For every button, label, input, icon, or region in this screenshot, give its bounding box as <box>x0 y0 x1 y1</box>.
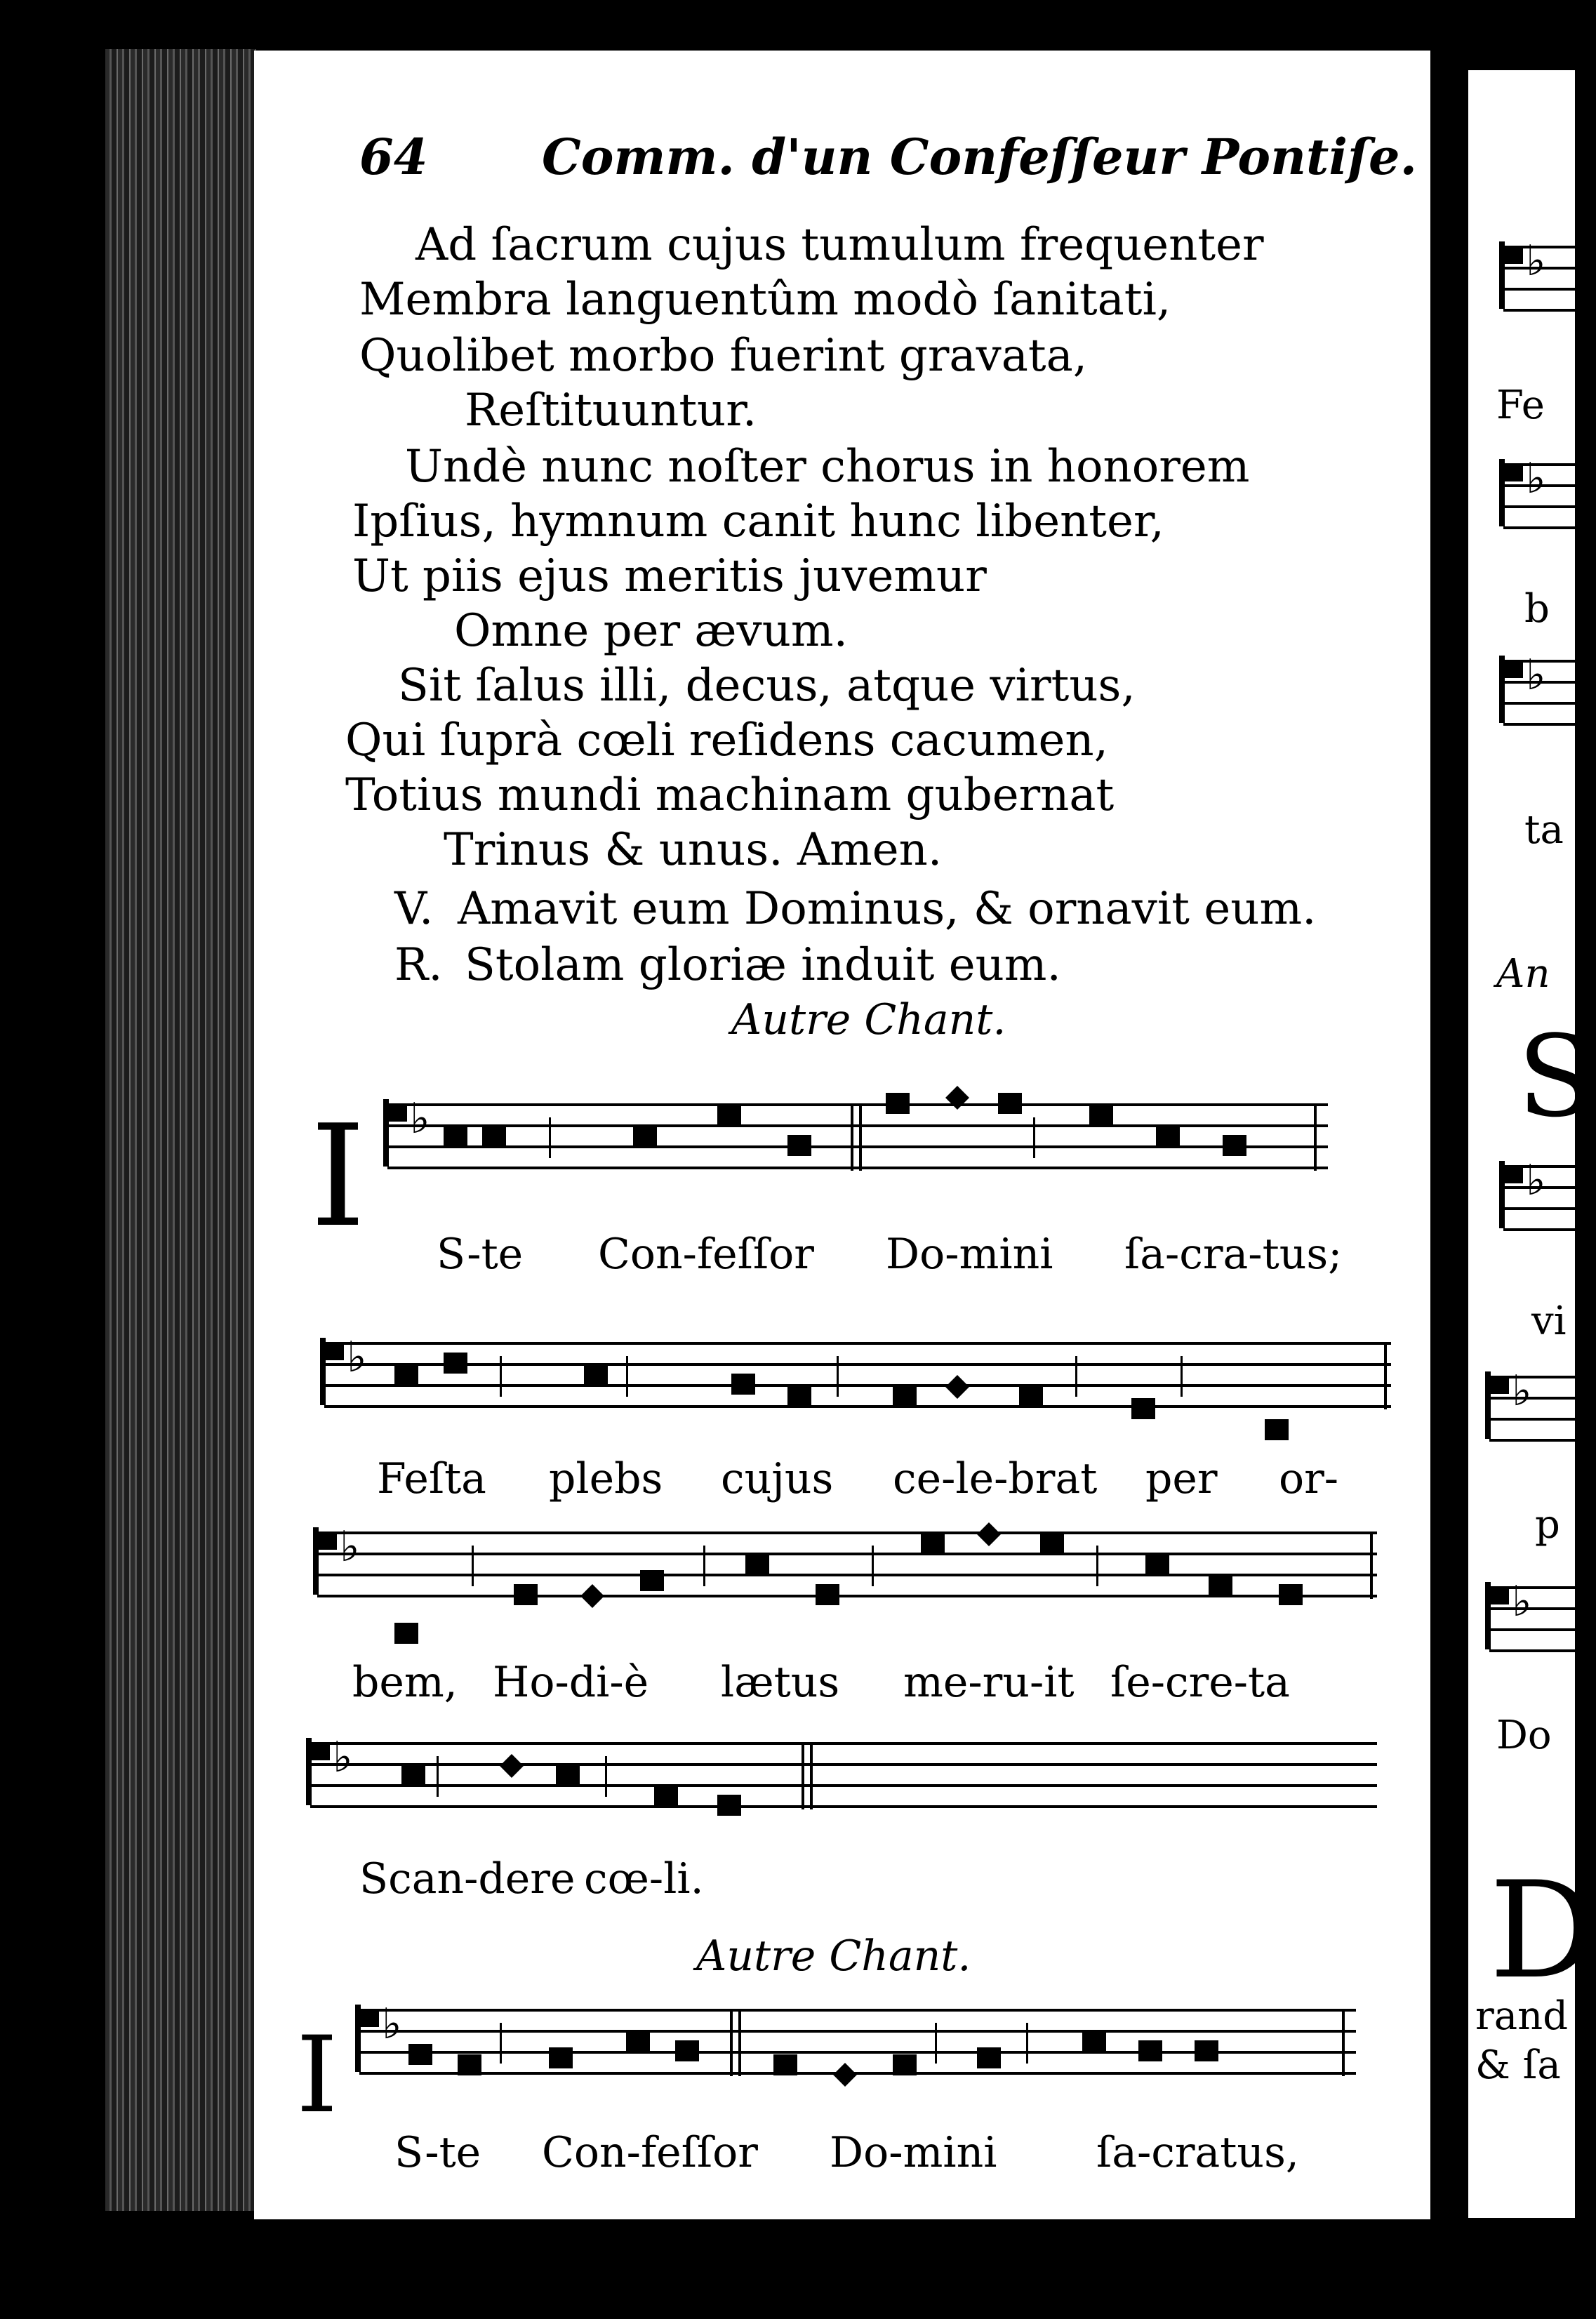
hymn-line: Undè nunc noſter chorus in honorem <box>405 441 1250 493</box>
right-fragment: Fe <box>1496 383 1545 428</box>
c-clef-icon <box>306 1738 334 1805</box>
music-staff <box>310 1742 1377 1809</box>
lyric: Con-feſſor <box>598 1230 814 1279</box>
lyric: Do-mini <box>886 1230 1053 1279</box>
versicle-sign: V. <box>394 883 434 935</box>
right-fragment: b <box>1524 586 1550 632</box>
lyric: S-te <box>394 2128 481 2177</box>
hymn-line: Quolibet morbo fuerint gravata, <box>359 330 1088 382</box>
c-clef-icon <box>383 1099 411 1167</box>
lyric: ſa-cratus, <box>1096 2128 1299 2177</box>
hymn-line: Qui ſuprà cœli reſidens cacumen, <box>345 715 1108 766</box>
lyric: Scan-dere <box>359 1854 576 1903</box>
hymn-line: Ad ſacrum cujus tumulum frequenter <box>415 219 1264 271</box>
lyric: Do-mini <box>830 2128 997 2177</box>
lyric: S-te <box>437 1230 524 1279</box>
right-fragment: rand <box>1475 1993 1569 2039</box>
lyric: cœ-li. <box>584 1854 704 1903</box>
right-page-edge <box>1468 70 1596 2218</box>
music-staff <box>359 2009 1356 2076</box>
chant-heading: Autre Chant. <box>731 995 1006 1044</box>
response-text: Stolam gloriæ induit eum. <box>465 939 1061 991</box>
c-clef-icon <box>320 1338 348 1405</box>
hymn-line: Reſtituuntur. <box>465 385 757 437</box>
hymn-line: Omne per ævum. <box>454 605 848 657</box>
right-fragment: Do <box>1496 1713 1552 1758</box>
lyric: ſe-cre-ta <box>1110 1658 1290 1707</box>
hymn-line: Ut piis ejus meritis juvemur <box>352 550 987 602</box>
initial-letter: I <box>310 1095 366 1258</box>
lyric: ce-le-brat <box>893 1454 1098 1503</box>
hymn-line: Totius mundi machinam gubernat <box>345 769 1115 821</box>
right-fragment: ta <box>1524 807 1564 853</box>
hymn-line: Trinus & unus. Amen. <box>444 824 943 876</box>
hymn-line: Ipſius, hymnum canit hunc libenter, <box>352 496 1164 547</box>
lyric: per <box>1145 1454 1218 1503</box>
book-spine <box>105 49 256 2211</box>
lyric: cujus <box>721 1454 834 1503</box>
right-fragment: vi <box>1531 1298 1567 1344</box>
music-staff <box>324 1342 1391 1409</box>
right-fragment: S <box>1517 1011 1595 1142</box>
initial-letter: I <box>296 2014 338 2137</box>
running-title: Comm. d'un Confeſſeur Pontiſe. <box>542 128 1417 186</box>
music-staff <box>387 1103 1328 1171</box>
lyric: bem, <box>352 1658 458 1707</box>
hymn-line: Sit ſalus illi, decus, atque virtus, <box>398 660 1136 712</box>
versicle-text: Amavit eum Dominus, & ornavit eum. <box>458 883 1317 935</box>
page-number: 64 <box>359 128 428 186</box>
lyric: or- <box>1279 1454 1339 1503</box>
chant-heading: Autre Chant. <box>696 1932 971 1981</box>
lyric: Ho-di-è <box>493 1658 649 1707</box>
response-sign: R. <box>394 939 443 991</box>
right-fragment: & ſa <box>1475 2042 1561 2088</box>
lyric: Feſta <box>377 1454 486 1503</box>
lyric: plebs <box>549 1454 663 1503</box>
c-clef-icon <box>355 2005 383 2072</box>
music-staff <box>317 1531 1377 1599</box>
lyric: lætus <box>721 1658 840 1707</box>
right-fragment: D <box>1489 1853 1596 2008</box>
lyric: me-ru-it <box>903 1658 1075 1707</box>
hymn-line: Membra languentûm modò ſanitati, <box>359 274 1171 326</box>
c-clef-icon <box>313 1527 341 1595</box>
lyric: ſa-cra-tus; <box>1124 1230 1343 1279</box>
right-fragment: p <box>1535 1502 1560 1548</box>
left-page <box>254 51 1430 2219</box>
right-fragment: An <box>1496 951 1550 997</box>
lyric: Con-feſſor <box>542 2128 758 2177</box>
